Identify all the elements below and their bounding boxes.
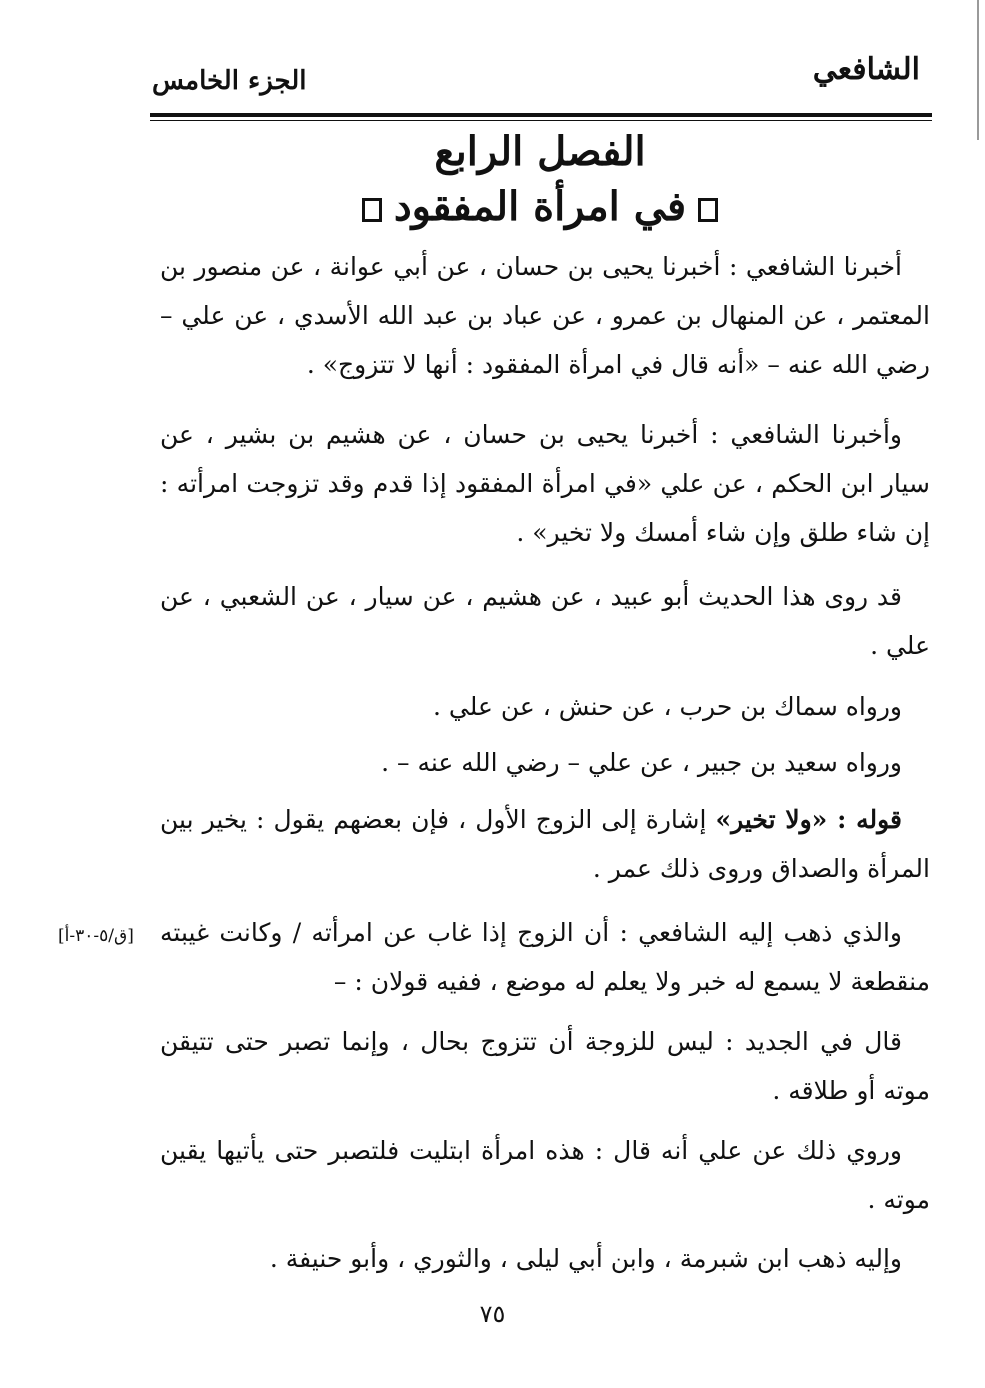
paragraph-2 [160,410,930,557]
paragraph-4 [160,682,930,731]
paragraph-7 [160,908,930,1006]
paragraph-6 [160,795,930,893]
book-title: الشافعي [812,52,920,87]
paragraph-text: والذي ذهب إليه الشافعي : أن الزوج إذا غاب عن امرأته / وكانت غيبته منقطعة لا يسمع له خبر ولا يعلم له موضع ، ففيه قولان : – [160,918,930,996]
square-bullet-icon [698,198,718,222]
paragraph-text: أخبرنا الشافعي : أخبرنا يحيى بن حسان ، عن أبي عوانة ، عن منصور بن المعتمر ، عن المنهال بن عمرو ، عن عباد بن عبد الله الأسدي ، عن علي – رضي الله عنه – «أنه قال في امرأة المفقود : أنها لا تتزوج» . [160,252,930,379]
paragraph-text: إشارة إلى الزوج الأول ، فإن بعضهم يقول : يخير بين المرأة والصداق وروى ذلك عمر . [160,805,930,883]
chapter-subtitle: في امرأة المفقود [393,183,687,230]
paragraph-9 [160,1126,930,1224]
square-bullet-icon [362,198,382,222]
paragraph-text: ورواه سعيد بن جبير ، عن علي – رضي الله عنه – . [381,748,902,777]
volume-label: الجزء الخامس [152,66,307,96]
header-rule [150,113,932,117]
paragraph-text: قد روى هذا الحديث أبو عبيد ، عن هشيم ، عن سيار ، عن الشعبي ، عن علي . [160,582,930,660]
paragraph-8 [160,1017,930,1115]
paragraph-text: وأخبرنا الشافعي : أخبرنا يحيى بن حسان ، عن هشيم بن بشير ، عن سيار ابن الحكم ، عن علي «في امرأة المفقود إذا قدم وقد تزوجت امرأته : إن شاء طلق وإن شاء أمسك ولا تخير» . [160,420,930,547]
paragraph-lead: قوله : «ولا تخير» [715,805,902,834]
paragraph-10 [160,1234,930,1283]
running-header [150,52,930,100]
paragraph-text: ورواه سماك بن حرب ، عن حنش ، عن علي . [432,692,902,721]
header-rule-thin [150,120,932,121]
page-number: ٧٥ [479,1300,506,1328]
paragraph-text: قال في الجديد : ليس للزوجة أن تتزوج بحال ، وإنما تصبر حتى تتيقن موته أو طلاقه . [160,1027,930,1105]
paragraph-5 [160,738,930,787]
paragraph-text: وإليه ذهب ابن شبرمة ، وابن أبي ليلى ، والثوري ، وأبو حنيفة . [269,1244,902,1273]
paragraph-text: وروي ذلك عن علي أنه قال : هذه امرأة ابتليت فلتصبر حتى يأتيها يقين موته . [160,1136,930,1214]
chapter-title: الفصل الرابع [434,128,646,175]
paragraph-1 [160,242,930,389]
manuscript-margin-note: [ق/٥-٣٠-أ] [58,926,134,946]
paragraph-3 [160,572,930,670]
chapter-subtitle-line [150,183,930,230]
